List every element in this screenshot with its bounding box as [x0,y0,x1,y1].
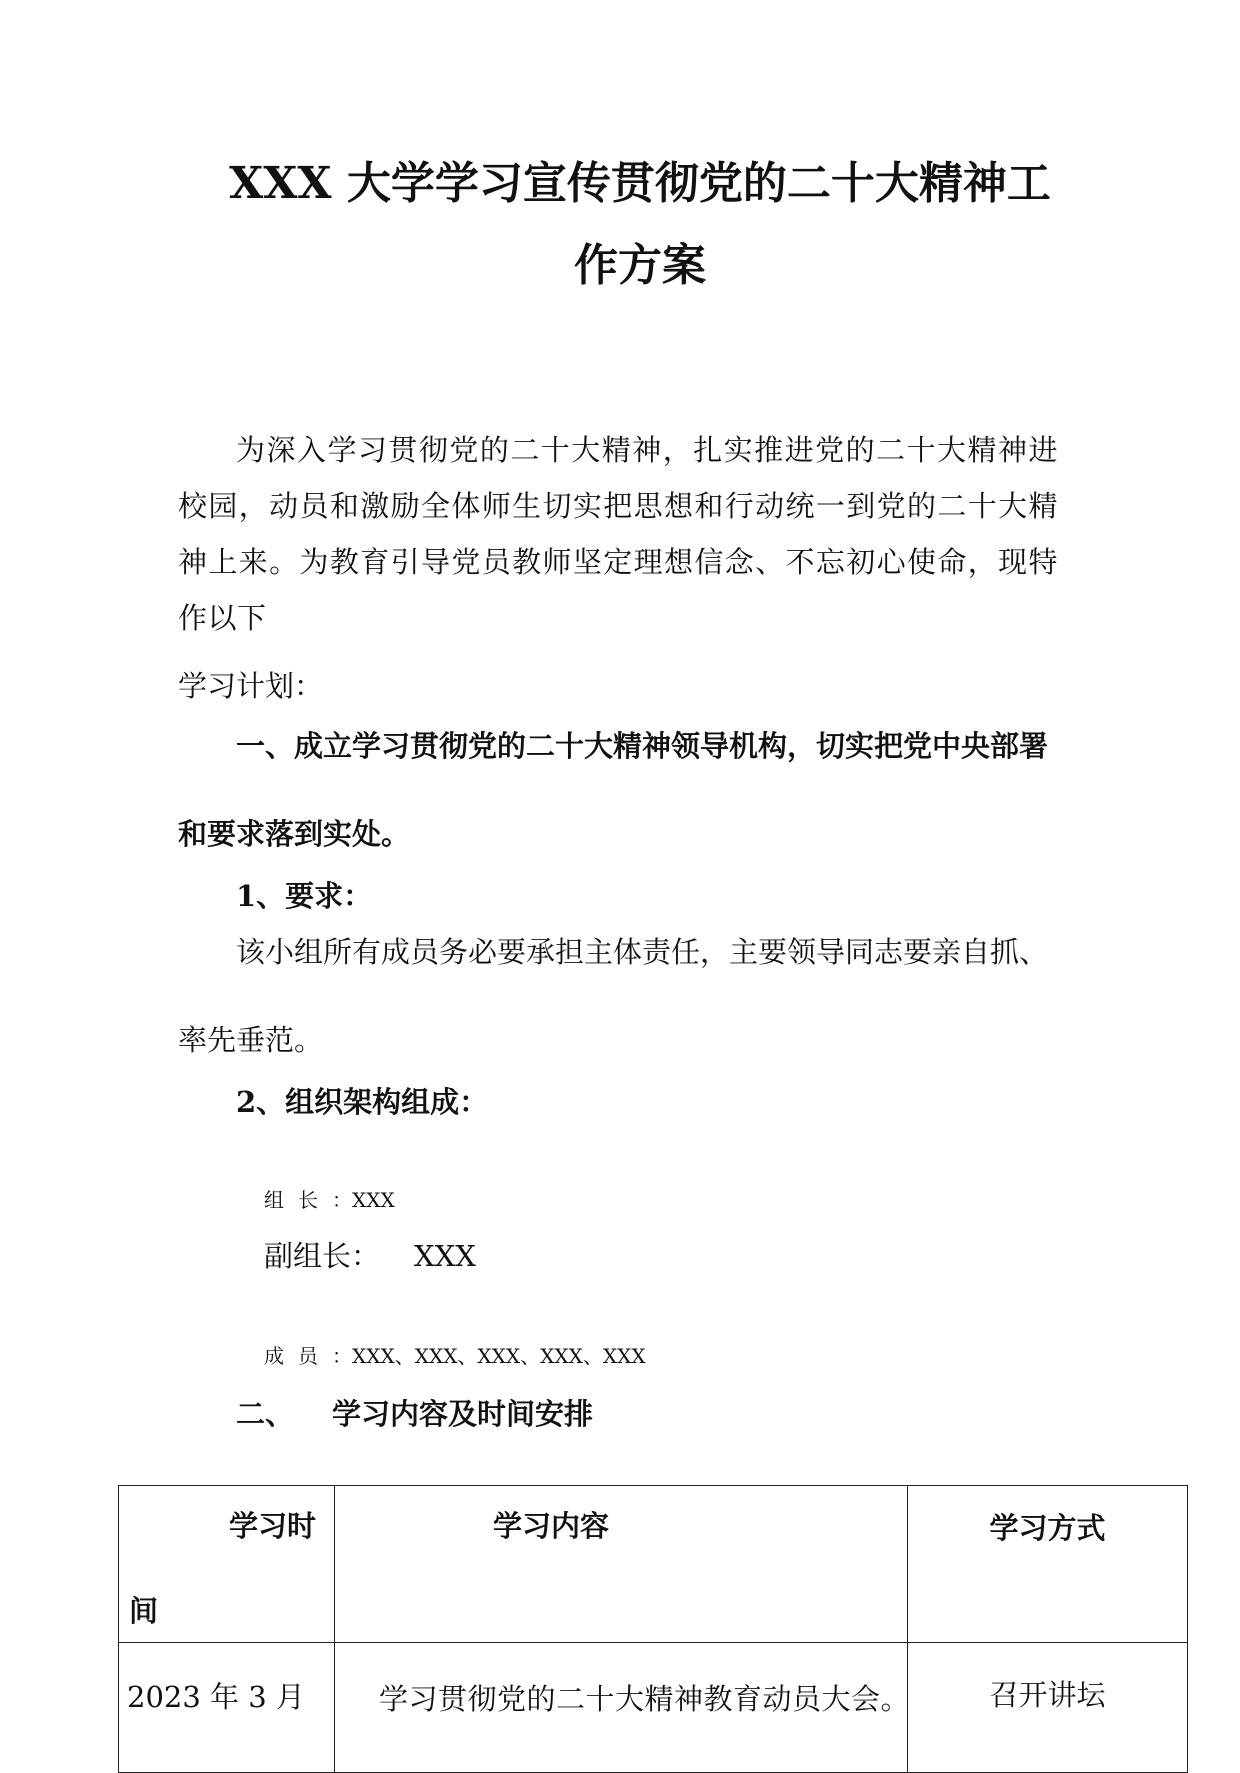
row-time: 2023 年 3 月 [119,1643,335,1773]
requirements-title: 1、要求： [236,879,373,913]
document-title-line1: XXX 大学学习宣传贯彻党的二十大精神工 [229,158,1051,209]
section2-number: 二、 [236,1397,295,1431]
header-content: 学习内容 [335,1486,908,1643]
deputy-line [264,1239,476,1273]
requirements-text-line2: 率先垂范。 [178,1023,324,1057]
members-line [264,1346,646,1366]
leader-label-char2: 长 [298,1188,318,1212]
table-header-row [119,1486,1188,1643]
requirements-text-line1: 该小组所有成员务必要承担主体责任，主要领导同志要亲自抓、 [236,935,1049,969]
deputy-value: XXX [414,1239,476,1273]
leader-line [264,1190,395,1210]
schedule-table [118,1485,1188,1773]
row-content: 学习贯彻党的二十大精神教育动员大会。 [335,1643,908,1773]
section1-heading-line1: 一、成立学习贯彻党的二十大精神领导机构，切实把党中央部署 [236,729,1049,763]
header-time-part1: 学习时 [228,1509,316,1543]
table-row [119,1643,1188,1773]
leader-label-char1: 组 [264,1188,284,1212]
plan-label: 学习计划： [178,669,324,703]
section2-title: 学习内容及时间安排 [332,1397,594,1431]
header-time-part2: 间 [129,1594,159,1628]
section2-heading [236,1397,594,1431]
leader-value: ：XXX [332,1188,395,1212]
header-method: 学习方式 [908,1486,1188,1643]
header-time [119,1486,335,1643]
members-label-char1: 成 [264,1344,284,1368]
document-title-line2: 作方案 [574,240,706,291]
org-structure-title: 2、组织架构组成： [236,1085,489,1119]
members-label-char2: 员 [298,1344,318,1368]
deputy-label: 副组长： [264,1239,381,1273]
section1-heading-line2: 和要求落到实处。 [178,817,411,851]
row-method: 召开讲坛 [908,1643,1188,1773]
intro-paragraph: 为深入学习贯彻党的二十大精神，扎实推进党的二十大精神进校园，动员和激励全体师生切实把思想和行动统一到党的二十大精神上来。为教育引导党员教师坚定理想信念、不忘初心使命，现特作以下 [178,433,1058,635]
members-value: ：XXX、XXX、XXX、XXX、XXX [332,1344,646,1368]
